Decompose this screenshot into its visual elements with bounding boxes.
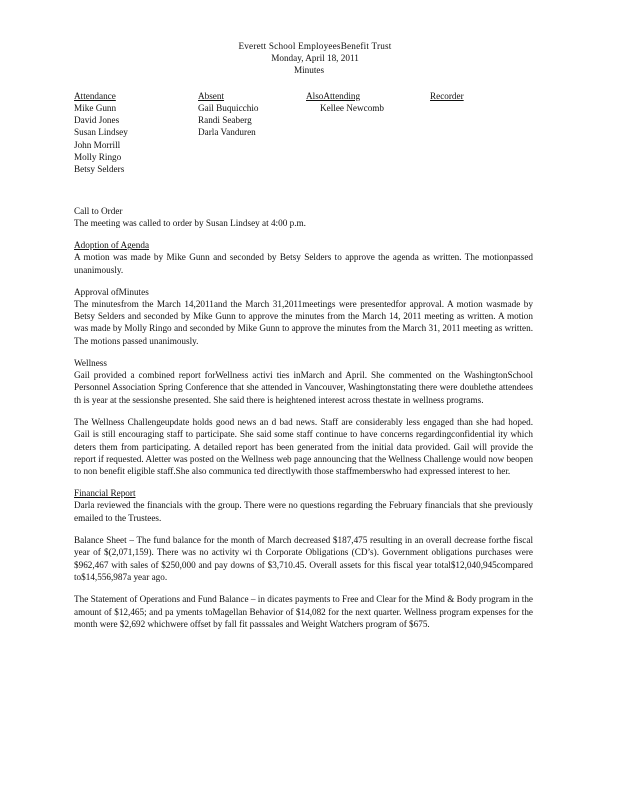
section-title: Wellness bbox=[74, 358, 107, 369]
statement-of-operations-paragraph bbox=[74, 593, 533, 630]
financial-report-section bbox=[74, 487, 533, 524]
absent-heading: Absent bbox=[198, 91, 225, 101]
section-paragraph: Darla reviewed the financials with the group. There were no questions regarding the February financials that she previously emailed to the Trustees. bbox=[74, 500, 533, 523]
approval-of-minutes-section bbox=[74, 286, 533, 347]
adoption-of-agenda-section bbox=[74, 239, 533, 276]
wellness-section bbox=[74, 357, 533, 406]
section-title: Call to Order bbox=[74, 206, 123, 216]
trust-title: Everett School EmployeesBenefit Trust bbox=[238, 41, 392, 51]
recorder-heading: Recorder bbox=[430, 91, 464, 101]
attendance-column bbox=[74, 90, 128, 175]
section-paragraph: The Statement of Operations and Fund Balance – in dicates payments to Free and Clear for the Mind & Body program in the amount of $12,465; and pa yments toMagellan Behavior of $14,082 for the next quarter. Wellness program expenses for the month were $2,692 whichwere offset by fall fit passsales and Weight Watchers program of $675. bbox=[74, 594, 533, 629]
absentee: Gail Buquicchio bbox=[198, 103, 259, 113]
attendee: Molly Ringo bbox=[74, 151, 122, 162]
recorder-column bbox=[430, 90, 464, 102]
guest-attendee: Kellee Newcomb bbox=[320, 103, 385, 113]
section-title: Approval ofMinutes bbox=[74, 286, 149, 297]
also-attending-column bbox=[306, 90, 384, 114]
call-to-order-section bbox=[74, 205, 533, 229]
section-title: Financial Report bbox=[74, 488, 136, 499]
attendance-heading: Attendance bbox=[74, 91, 116, 101]
attendance-block bbox=[74, 90, 534, 180]
also-attending-heading: AlsoAttending bbox=[306, 91, 361, 101]
section-paragraph: Gail provided a combined report forWellness activi ties inMarch and April. She commented on the WashingtonSchool Personnel Association Spring Conference that she attended in Vancouver, Washingtonstating there were doublethe attendees th is year at the sessionshe presented. She said there is heightened interest across thestate in wellness programs. bbox=[74, 370, 533, 405]
attendee: Mike Gunn bbox=[74, 103, 117, 113]
section-text: The meeting was called to order by Susan Lindsey at 4:00 p.m. bbox=[74, 218, 306, 228]
section-paragraph: Balance Sheet – The fund balance for the month of March decreased $187,475 resulting in an overall decrease forthe fiscal year of $(2,071,159). There was no activity wi th Corporate Obligations (CD’s). Government obligations purchases were $962,467 with sales of $250,000 and pay downs of $3,710.45. Overall assets for this fiscal year total$12,040,945compared to$14,556,987a year ago. bbox=[74, 535, 533, 582]
section-text: The minutesfrom the March 14,2011and the March 31,2011meetings were presentedfor approval. A motion wasmade by Betsy Selders and seconded by Mike Gunn to approve the minutes from the March 14, 2011 meeting as written. A motion was made by Molly Ringo and seconded by Mike Gunn to approve the minutes from the March 31, 2011 meeting as written. The motions passed unanimously. bbox=[74, 298, 533, 346]
attendee: Betsy Selders bbox=[74, 163, 125, 174]
section-title: Adoption of Agenda bbox=[74, 240, 150, 251]
document-type: Minutes bbox=[293, 65, 325, 75]
section-text: A motion was made by Mike Gunn and seconded by Betsy Selders to approve the agenda as written. The motionpassed unanimously. bbox=[74, 252, 533, 275]
minutes-body bbox=[74, 205, 533, 640]
absentee: Randi Seaberg bbox=[198, 115, 252, 126]
absent-column bbox=[198, 90, 258, 139]
wellness-challenge-paragraph bbox=[74, 416, 533, 477]
meeting-date: Monday, April 18, 2011 bbox=[271, 53, 359, 63]
balance-sheet-paragraph bbox=[74, 534, 533, 583]
attendee: Susan Lindsey bbox=[74, 127, 128, 138]
document-header bbox=[0, 40, 618, 76]
absentee: Darla Vanduren bbox=[198, 127, 256, 138]
attendee: David Jones bbox=[74, 115, 120, 126]
attendee: John Morrill bbox=[74, 139, 121, 150]
section-paragraph: The Wellness Challengeupdate holds good news an d bad news. Staff are considerably less engaged than she had hoped. Gail is still encouraging staff to participate. She said some staff continue to have concerns regardingconfidential ity which deters them from participating. A detailed report has been generated from the initial data provided. Gail will provide the report if requested. Aletter was posted on the Wellness web page announcing that the Wellness Challenge would now beopen to non benefit eligible staff.She also communica ted directlywith those staffmemberswho had expressed interest to her. bbox=[74, 416, 533, 477]
